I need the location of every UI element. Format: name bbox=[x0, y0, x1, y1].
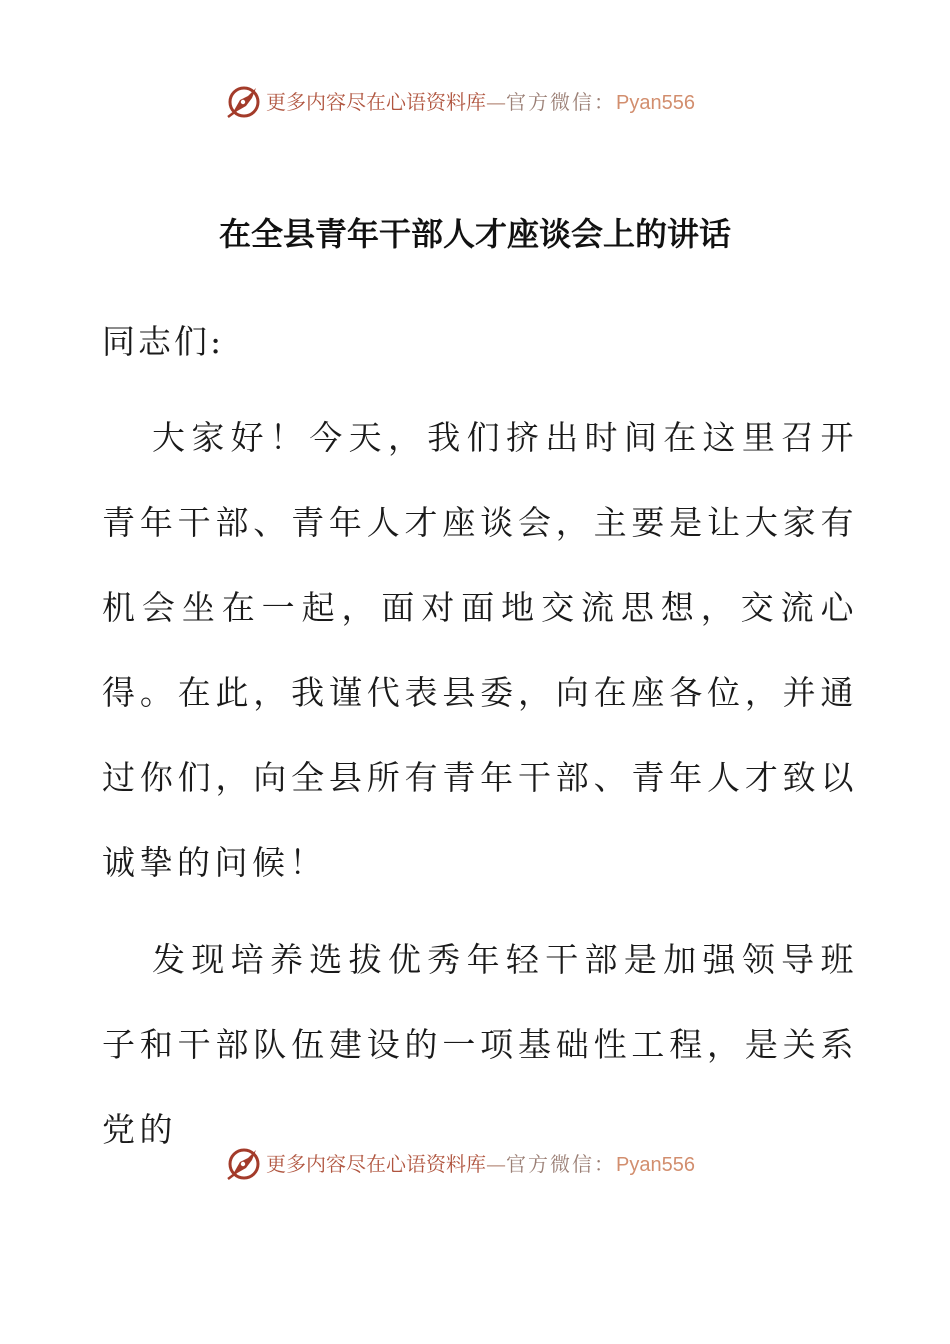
document-title: 在全县青年干部人才座谈会上的讲话 bbox=[218, 215, 731, 253]
footer-watermark bbox=[0, 1142, 950, 1186]
body-paragraph-1: 大家好！今天，我们挤出时间在这里召开青年干部、青年人才座谈会，主要是让大家有机会坐在一起，面对面地交流思想，交流心得。在此，我谨代表县委，向在座各位，并通过你们，向全县所有青年干部、青年人才致以诚挚的问候！ bbox=[102, 418, 858, 882]
watermark-text bbox=[266, 1152, 695, 1177]
watermark-text bbox=[266, 90, 695, 115]
watermark-brand: 更多内容尽在心语资料库 bbox=[266, 90, 486, 114]
watermark-wechat-id: Pyan556 bbox=[616, 92, 695, 114]
watermark-brand: 更多内容尽在心语资料库 bbox=[266, 1152, 486, 1176]
salutation: 同志们: bbox=[102, 322, 225, 361]
watermark-wechat-label: 官方微信： bbox=[506, 1152, 616, 1176]
body-paragraph-2: 发现培养选拔优秀年轻干部是加强领导班子和干部队伍建设的一项基础性工程，是关系党的 bbox=[102, 940, 858, 1149]
header-watermark bbox=[0, 80, 950, 124]
watermark-wechat-label: 官方微信： bbox=[506, 90, 616, 114]
watermark-separator: — bbox=[486, 1152, 506, 1176]
pen-nib-logo-icon bbox=[226, 1146, 264, 1182]
watermark-separator: — bbox=[486, 90, 506, 114]
watermark-wechat-id: Pyan556 bbox=[616, 1154, 695, 1176]
pen-nib-logo-icon bbox=[226, 84, 264, 120]
